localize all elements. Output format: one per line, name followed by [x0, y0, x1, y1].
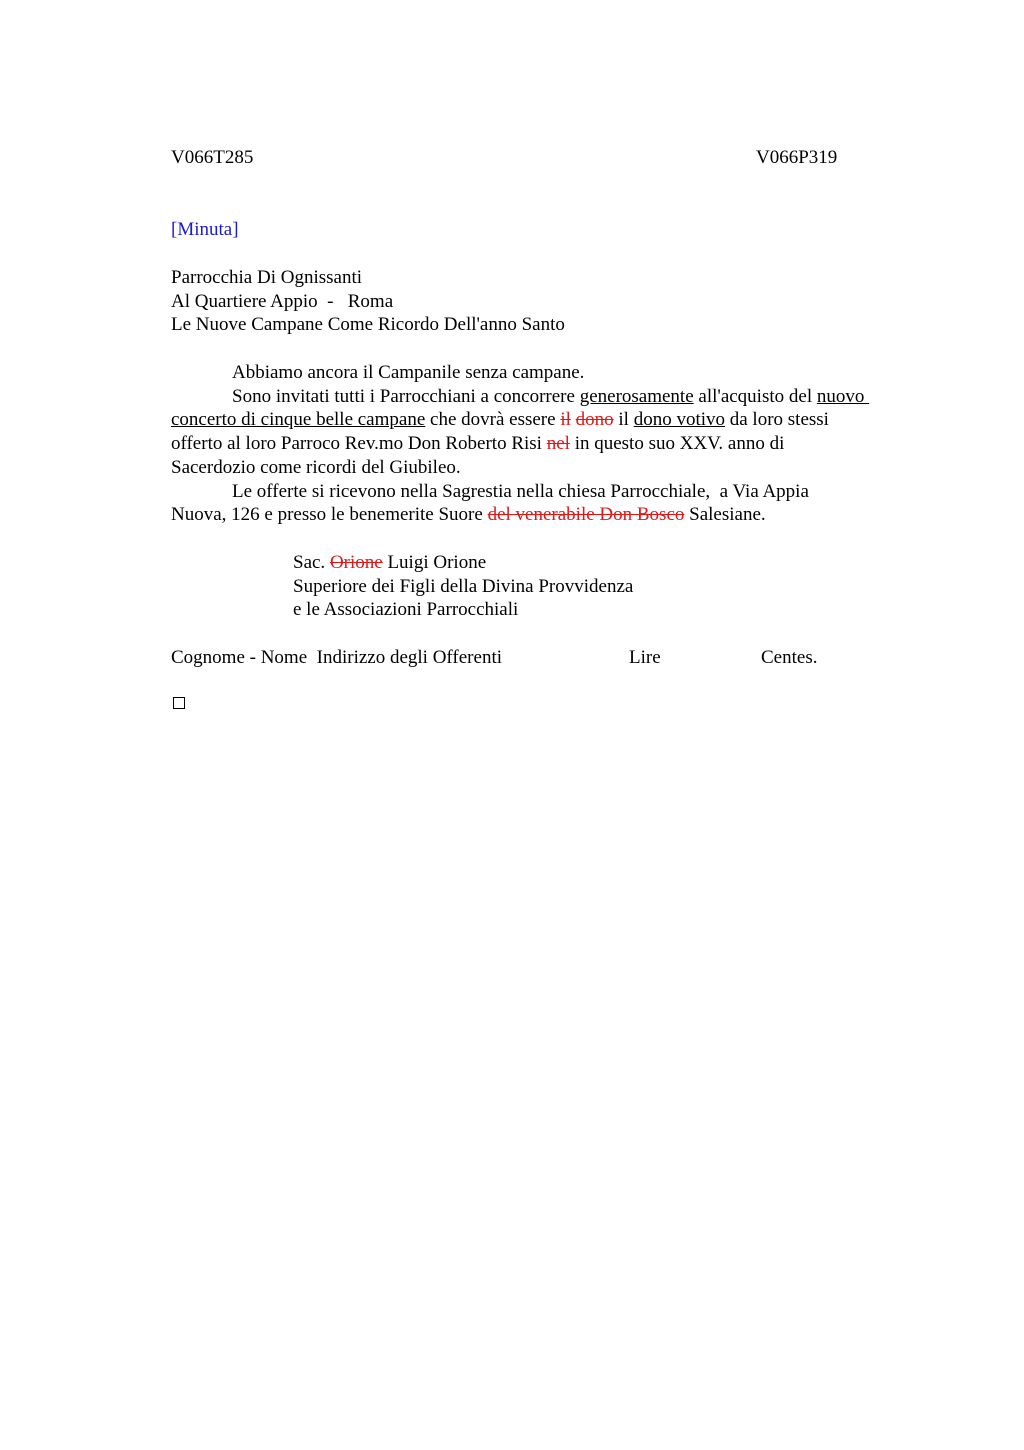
parish-name: Parrocchia Di Ognissanti: [171, 267, 363, 288]
paragraph-3-line-2: [171, 503, 766, 527]
underlined-text: generosamente: [579, 386, 694, 407]
deleted-text: Orione: [329, 552, 383, 573]
text-run: Salesiane.: [684, 504, 766, 525]
deleted-text: nel: [546, 433, 570, 454]
table-header-name-address: Cognome - Nome Indirizzo degli Offerenti: [171, 647, 502, 668]
underlined-text: concerto di cinque belle campane: [171, 409, 426, 430]
minuta-tag: [Minuta]: [171, 219, 239, 240]
signature-associations: e le Associazioni Parrocchiali: [293, 599, 519, 620]
text-run: all'acquisto del: [693, 386, 817, 407]
document-title: Le Nuove Campane Come Ricordo Dell'anno Santo: [171, 314, 565, 335]
text-run: che dovrà essere: [425, 409, 561, 430]
text-run: Nuova, 126 e presso le benemerite Suore: [171, 504, 488, 525]
paragraph-3-line-1: Le offerte si ricevono nella Sagrestia nella chiesa Parrocchiale, a Via Appia: [232, 481, 809, 502]
paragraph-1: Abbiamo ancora il Campanile senza campane.: [232, 362, 585, 383]
text-run: offerto al loro Parroco Rev.mo Don Roberto Risi: [171, 433, 547, 454]
text-run: il: [613, 409, 634, 430]
parish-location: Al Quartiere Appio - Roma: [171, 291, 394, 312]
text-run: in questo suo XXV. anno di: [569, 433, 785, 454]
signature-title: Superiore dei Figli della Divina Provvidenza: [293, 576, 634, 597]
text-run: da loro stessi: [725, 409, 829, 430]
paragraph-2-line-2: [171, 408, 829, 432]
deleted-text: del venerabile Don Bosco: [487, 504, 685, 525]
paragraph-2-line-1: [232, 385, 869, 409]
deleted-text: il: [560, 409, 571, 430]
paragraph-2-line-3: [171, 432, 784, 456]
table-header-lire: Lire: [629, 647, 661, 668]
text-run: Sac.: [293, 552, 330, 573]
text-run: Luigi Orione: [382, 552, 487, 573]
text-run: Sono invitati tutti i Parrocchiani a concorrere: [232, 386, 580, 407]
underlined-text: dono votivo: [633, 409, 725, 430]
reference-code-right: V066P319: [756, 147, 838, 168]
reference-code-left: V066T285: [171, 147, 254, 168]
paragraph-2-line-4: Sacerdozio come ricordi del Giubileo.: [171, 457, 461, 478]
table-header-centes: Centes.: [761, 647, 818, 668]
deleted-text: dono: [575, 409, 614, 430]
signature-name: [293, 551, 486, 575]
underlined-text: nuovo: [816, 386, 870, 407]
empty-box-icon: [173, 697, 185, 709]
